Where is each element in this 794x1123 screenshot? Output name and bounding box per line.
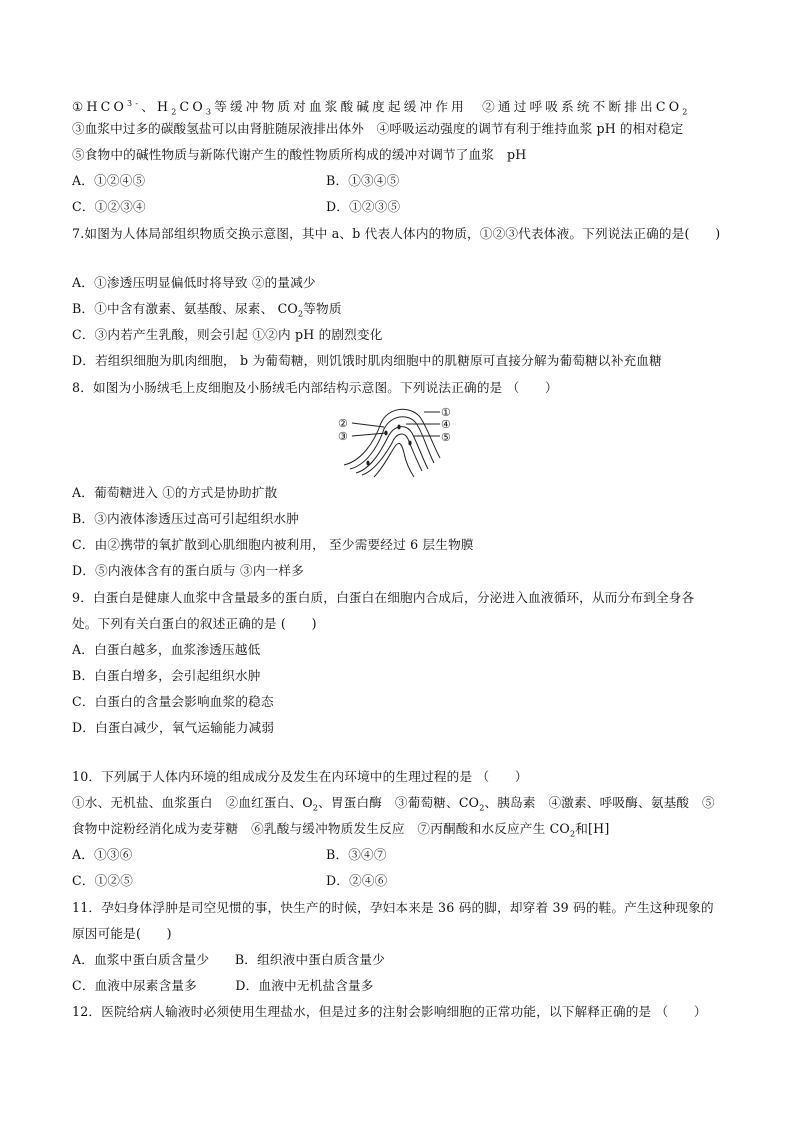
text: 等缓冲物质对血浆酸碱度起缓冲作用 [214,99,467,115]
text: 、H [141,99,172,115]
q11-options-cd: C．血液中尿素含量多 D．血液中无机盐含量多 [72,978,374,993]
q7-stem: 7.如图为人体局部组织物质交换示意图，其中 a、b 代表人体内的物质，①②③代表体液。下列说法正确的是( ) [72,226,721,241]
q8-option-a: A．葡萄糖进入 ①的方式是协助扩散 [72,485,278,500]
q10-items-line-2 [72,821,609,843]
q7-option-b [72,301,342,323]
subscript: 2 [569,829,576,839]
q9-option-d: D．白蛋白减少，氧气运输能力减弱 [72,720,275,735]
text: 食物中淀粉经消化成为麦芽糖 ⑥乳酸与缓冲物质发生反应 ⑦丙酮酸和水反应产生 CO [72,821,570,836]
q6-option-b: B．①③④⑤ [326,173,400,188]
q10-items-line-1 [72,795,715,817]
q11-stem-line-1: 11．孕妇身体浮肿是司空见惯的事，快生产的时候，孕妇本来是 36 码的脚，却穿着 39 码的鞋。产生这种现象的 [72,900,714,915]
subscript: 2 [171,107,180,117]
text: 、胃蛋白酶 ③葡萄糖、CO [318,795,480,810]
q11-stem-line-2: 原因可能是( ) [72,926,172,941]
text: CO [179,99,206,115]
q9-stem-line-2: 处。下列有关白蛋白的叙述正确的是 ( ) [72,616,317,631]
q7-option-d: D．若组织细胞为肌肉细胞， b 为葡萄糖，则饥饿时肌肉细胞中的肌糖原可直接分解为葡萄糖以补充血糖 [72,353,662,368]
q8-option-b: B．③内液体渗透压过高可引起组织水肿 [72,511,299,526]
subscript: 2 [479,803,485,813]
q6-statement-line-1 [72,96,691,121]
text: 、胰岛素 ④激素、呼吸酶、氨基酸 ⑤ [484,795,715,810]
q8-stem: 8．如图为小肠绒毛上皮细胞及小肠绒毛内部结构示意图。下列说法正确的是 （ ） [72,380,558,395]
text: ②通过呼吸系统不断排出CO [482,99,683,115]
q9-option-b: B．白蛋白增多，会引起组织水肿 [72,668,261,683]
villus-outer-layer [344,409,440,465]
subscript: 3 [205,107,215,117]
q8-option-d: D．⑤内液体含有的蛋白质与 ③内一样多 [72,563,304,578]
q6-option-d: D．①②③⑤ [326,199,401,214]
text: ①水、无机盐、血浆蛋白 ②血红蛋白、O [72,795,313,810]
q7-option-c: C．③内若产生乳酸，则会引起 ①②内 pH 的剧烈变化 [72,327,383,342]
q10-option-a: A．①③⑥ [72,847,133,862]
q6-option-a: A．①②④⑤ [72,173,146,188]
q10-stem: 10．下列属于人体内环境的组成成分及发生在内环境中的生理过程的是 （ ） [72,769,528,784]
label-2: ② [338,417,348,430]
subscript: 2 [297,309,304,319]
subscript: 2 [682,107,691,117]
q12-stem: 12．医院给病人输液时必须使用生理盐水，但是过多的注射会影响细胞的正常功能，以下解释正确的是 （ ） [72,1004,707,1019]
q6-statement-line-3: ⑤食物中的碱性物质与新陈代谢产生的酸性物质所构成的缓冲对调节了血浆 pH [72,147,527,162]
q9-stem-line-1: 9．白蛋白是健康人血浆中含量最多的蛋白质，白蛋白在细胞内合成后，分泌进入血液循环，从而分布到全身各 [72,590,695,605]
label-1: ① [441,406,451,419]
intestinal-villus-diagram [336,403,458,478]
q6-option-c: C．①②③④ [72,199,146,214]
q10-option-d: D．②④⑥ [326,873,388,888]
q11-options-ab: A．血浆中蛋白质含量少 B．组织液中蛋白质含量少 [72,952,386,967]
q8-option-c: C．由②携带的氧扩散到心肌细胞内被利用， 至少需要经过 6 层生物膜 [72,537,474,552]
q9-option-a: A．白蛋白越多，血浆渗透压越低 [72,642,261,657]
q9-option-c: C．白蛋白的含量会影响血浆的稳态 [72,694,274,709]
subscript: 2 [312,803,319,813]
text: 和[H] [575,821,610,836]
q6-statement-line-2: ③血浆中过多的碳酸氢盐可以由肾脏随尿液排出体外 ④呼吸运动强度的调节有利于维持血浆 pH 的相对稳定 [72,121,684,136]
label-5: ⑤ [441,431,451,444]
text: B．①中含有激素、氨基酸、尿素、 CO [72,301,298,316]
q10-option-c: C．①②⑤ [72,873,134,888]
q10-option-b: B．③④⑦ [326,847,387,862]
text: 等物质 [303,301,342,316]
label-4: ④ [441,418,451,431]
text: ①HCO [72,99,128,115]
label-3: ③ [338,430,348,443]
q7-option-a: A．①渗透压明显偏低时将导致 ②的量减少 [72,275,316,290]
superscript: 3- [127,99,142,108]
